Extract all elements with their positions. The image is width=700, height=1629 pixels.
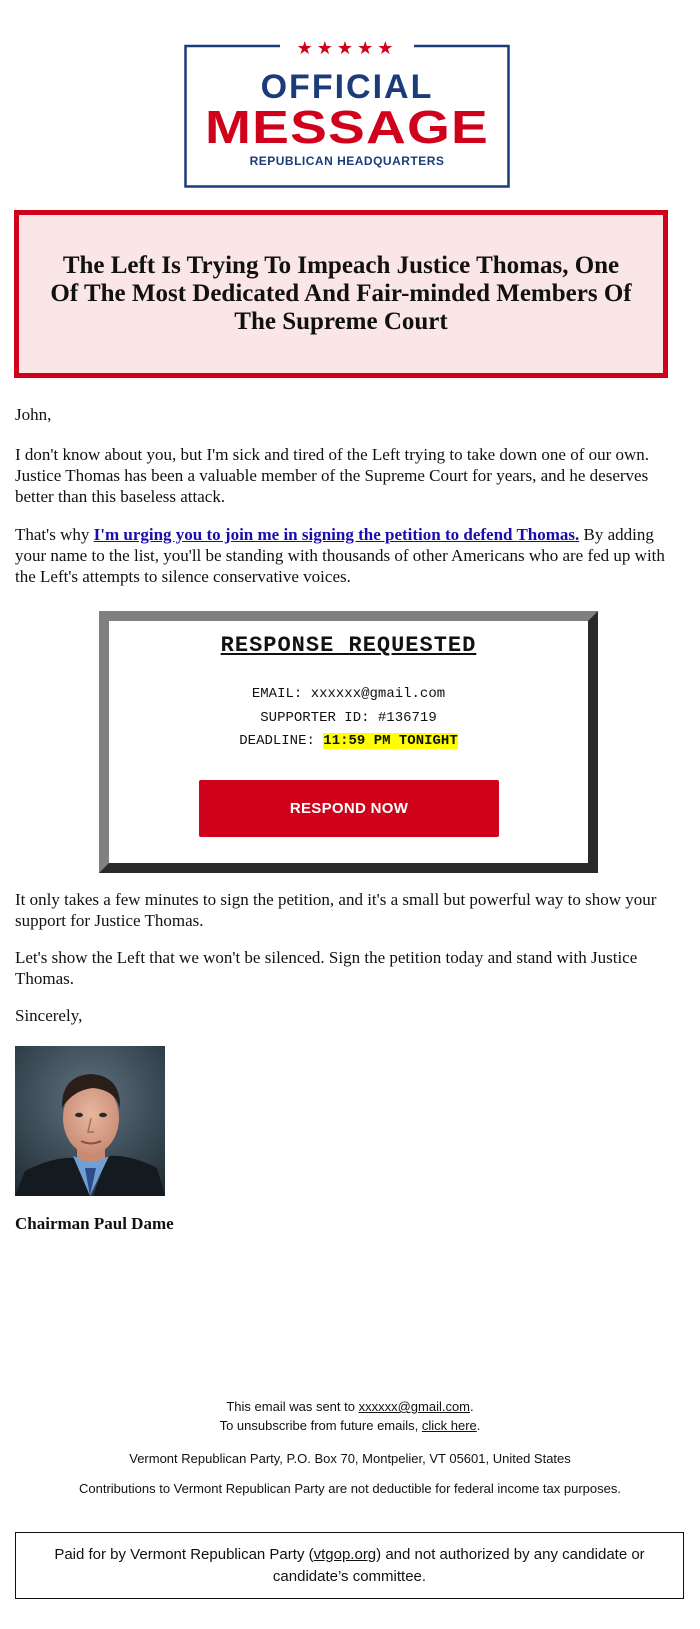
logo-message-text: MESSAGE [205, 101, 489, 153]
deadline-line [109, 733, 588, 749]
paragraph-2-prefix: That's why [15, 525, 94, 544]
paid-for-disclaimer [15, 1532, 684, 1599]
logo-stars: ★★★★★ [296, 38, 398, 59]
supporter-id-value: #136719 [377, 710, 437, 726]
chairman-portrait [15, 1046, 165, 1196]
footer-email-link[interactable]: xxxxxx@gmail.com [358, 1399, 471, 1414]
footer-sent-line [0, 1397, 700, 1416]
paragraph-2-suffix: By adding your name to the list, you'll be standing with thousands of other Americans who are fed up with the Left's attempts to silence conservative voices. [15, 525, 665, 586]
footer-sent-suffix: . [470, 1399, 474, 1414]
official-message-logo [184, 26, 510, 188]
signature-name: Chairman Paul Dame [15, 1214, 174, 1233]
petition-link[interactable]: I'm urging you to join me in signing the petition to defend Thomas. [93, 525, 580, 544]
email-line [109, 686, 588, 702]
paid-for-text [36, 1544, 663, 1588]
supporter-id-label: SUPPORTER ID: [260, 710, 370, 726]
vtgop-link[interactable]: vtgop.org [313, 1545, 377, 1563]
paid-prefix: Paid for by Vermont Republican Party ( [54, 1545, 314, 1563]
deadline-label: DEADLINE: [239, 733, 315, 749]
closing: Sincerely, [15, 1006, 83, 1025]
footer-unsubscribe-line [0, 1416, 700, 1435]
response-title: RESPONSE REQUESTED [220, 633, 477, 658]
response-requested-box [99, 611, 598, 873]
paragraph-2 [15, 524, 675, 587]
paragraph-1: I don't know about you, but I'm sick and tired of the Left trying to take down one of our own. Justice Thomas has been a valuable member of the Supreme Court for years, and he deserves better than this baseless attack. [15, 445, 650, 506]
unsubscribe-link[interactable]: click here [421, 1418, 477, 1433]
email-label: EMAIL: [251, 686, 303, 702]
logo-subtitle-text: REPUBLICAN HEADQUARTERS [249, 154, 445, 168]
footer-unsub-suffix: . [476, 1418, 481, 1433]
headline-box [14, 210, 668, 378]
headline: The Left Is Trying To Impeach Justice Thomas, One Of The Most Dedicated And Fair-minded Members Of The Supreme Court [50, 252, 632, 335]
email-value: xxxxxx@gmail.com [310, 686, 446, 702]
footer-tax-disclaimer: Contributions to Vermont Republican Party are not deductible for federal income tax purposes. [79, 1481, 621, 1496]
respond-now-button[interactable]: RESPOND NOW [199, 780, 499, 837]
logo-official-text: OFFICIAL [260, 68, 434, 106]
footer-sent-prefix: This email was sent to [226, 1399, 359, 1414]
footer-address: Vermont Republican Party, P.O. Box 70, Montpelier, VT 05601, United States [129, 1451, 571, 1466]
footer-unsub-prefix: To unsubscribe from future emails, [219, 1418, 422, 1433]
deadline-value: 11:59 PM TONIGHT [323, 733, 458, 749]
supporter-id-line [109, 710, 588, 726]
greeting: John, [15, 405, 52, 424]
paragraph-4: Let's show the Left that we won't be silenced. Sign the petition today and stand with Justice Thomas. [15, 948, 638, 988]
paragraph-3: It only takes a few minutes to sign the petition, and it's a small but powerful way to show your support for Justice Thomas. [15, 890, 657, 930]
paid-suffix: ) and not authorized by any candidate or candidate’s committee. [272, 1545, 645, 1585]
